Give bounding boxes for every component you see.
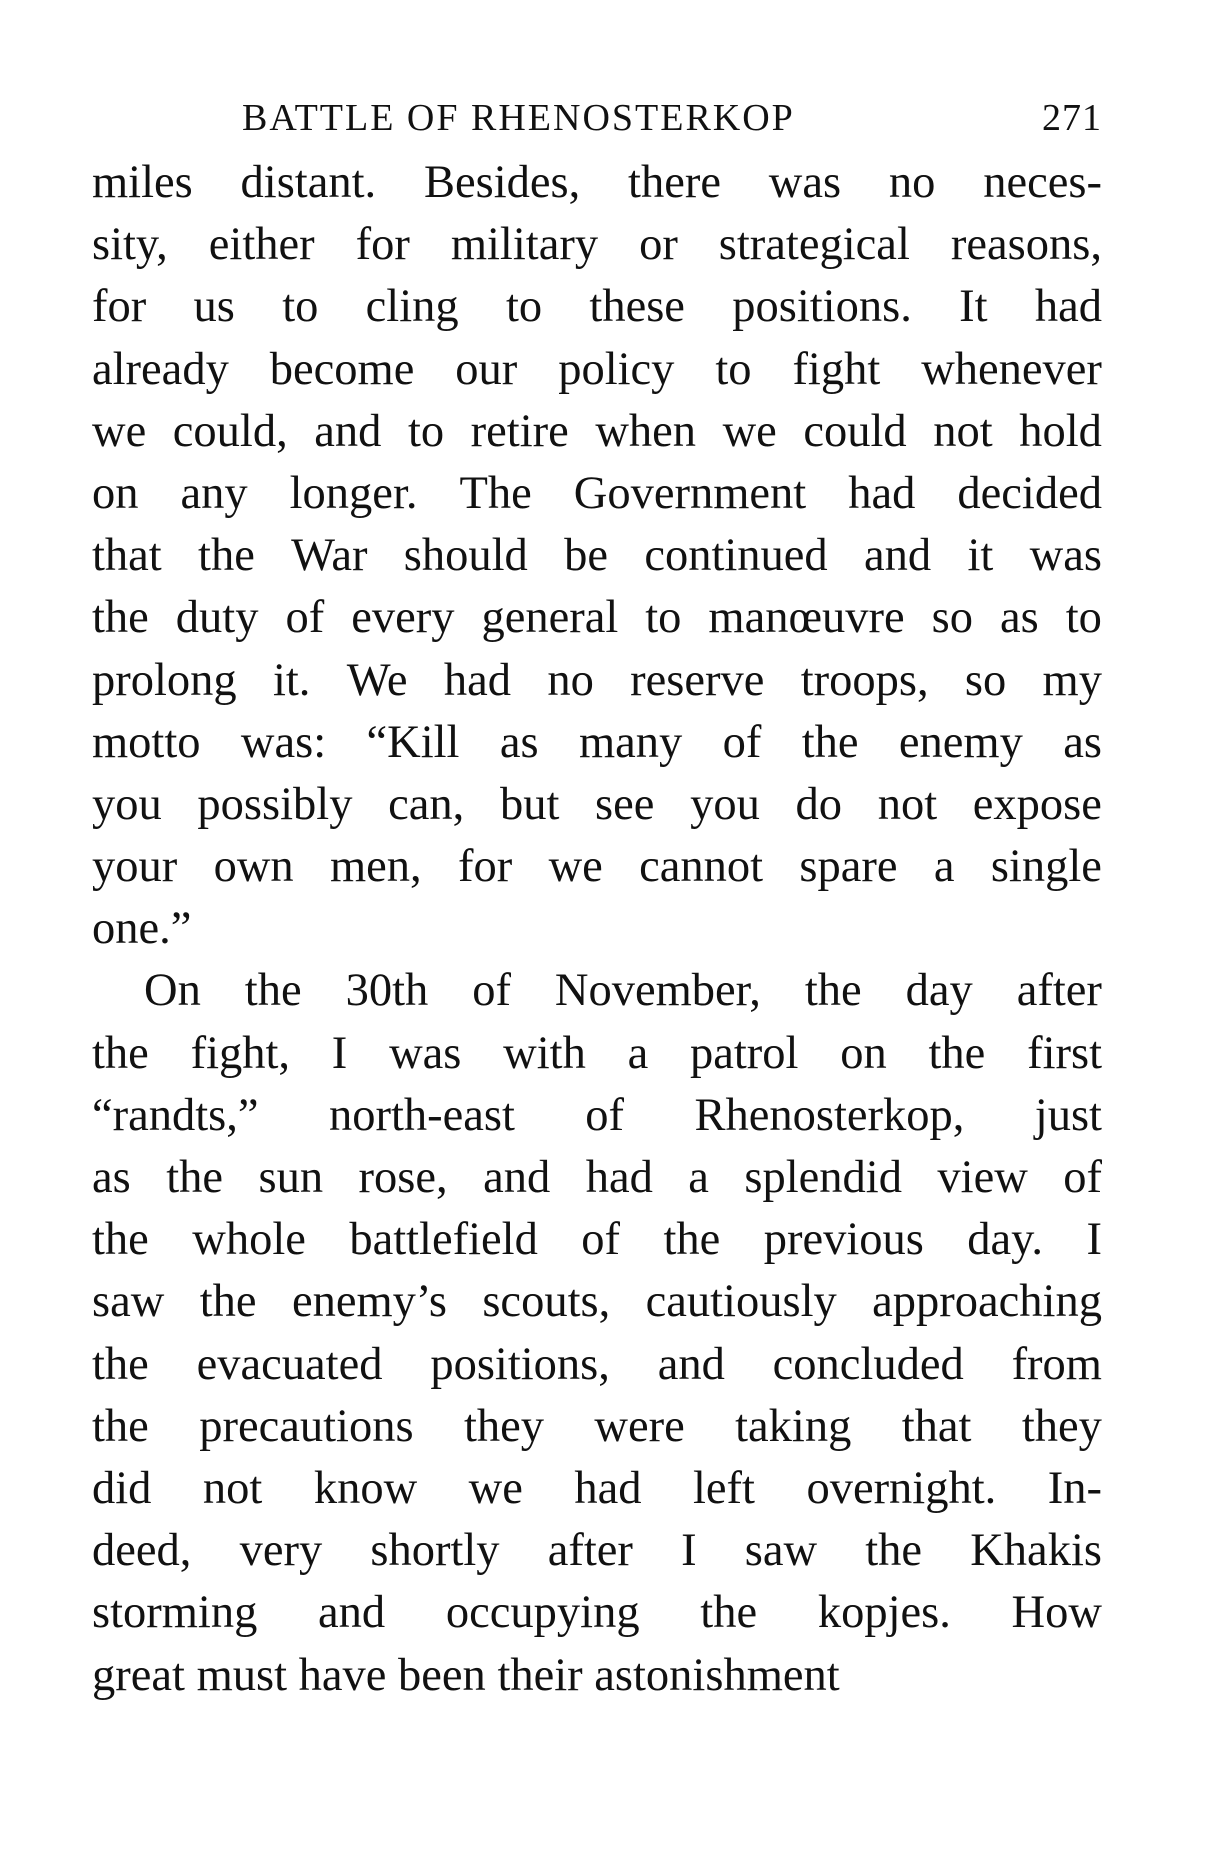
text-line: the fight, I was with a patrol on the first xyxy=(92,1027,1102,1079)
text-line: one.” xyxy=(92,903,192,955)
text-line: the whole battlefield of the previous day. I xyxy=(92,1214,1102,1266)
text-line: your own men, for we cannot spare a single xyxy=(92,841,1102,893)
text-line: sity, either for military or strategical reasons, xyxy=(92,219,1102,271)
text-line: great must have been their astonishment xyxy=(92,1649,840,1701)
text-line: storming and occupying the kopjes. How xyxy=(92,1587,1102,1639)
text-line: we could, and to retire when we could not hold xyxy=(92,405,1102,457)
text-line: for us to cling to these positions. It had xyxy=(92,281,1102,333)
text-line: deed, very shortly after I saw the Khakis xyxy=(92,1525,1102,1577)
text-line: already become our policy to fight whenever xyxy=(92,343,1102,395)
text-line: did not know we had left overnight. In- xyxy=(92,1462,1102,1514)
text-line: On the 30th of November, the day after xyxy=(144,965,1102,1017)
text-line: motto was: “Kill as many of the enemy as xyxy=(92,716,1102,768)
text-line: you possibly can, but see you do not expose xyxy=(92,778,1102,830)
text-line: that the War should be continued and it was xyxy=(92,530,1102,582)
text-line: on any longer. The Government had decided xyxy=(92,467,1102,519)
book-page xyxy=(92,90,1102,1707)
text-line: “randts,” north-east of Rhenosterkop, just xyxy=(92,1089,1102,1141)
text-line: the evacuated positions, and concluded from xyxy=(92,1338,1102,1390)
running-title: BATTLE OF RHENOSTERKOP xyxy=(242,97,795,139)
text-line: prolong it. We had no reserve troops, so my xyxy=(92,654,1102,706)
page-number: 271 xyxy=(1042,97,1102,139)
text-line: miles distant. Besides, there was no neces- xyxy=(92,157,1102,208)
text-line: the precautions they were taking that they xyxy=(92,1400,1102,1452)
text-line: the duty of every general to manœuvre so as to xyxy=(92,592,1102,644)
text-line: as the sun rose, and had a splendid view of xyxy=(92,1152,1102,1203)
body-text xyxy=(92,152,1102,1707)
text-line: saw the enemy’s scouts, cautiously approaching xyxy=(92,1276,1102,1328)
running-head xyxy=(92,90,1102,152)
